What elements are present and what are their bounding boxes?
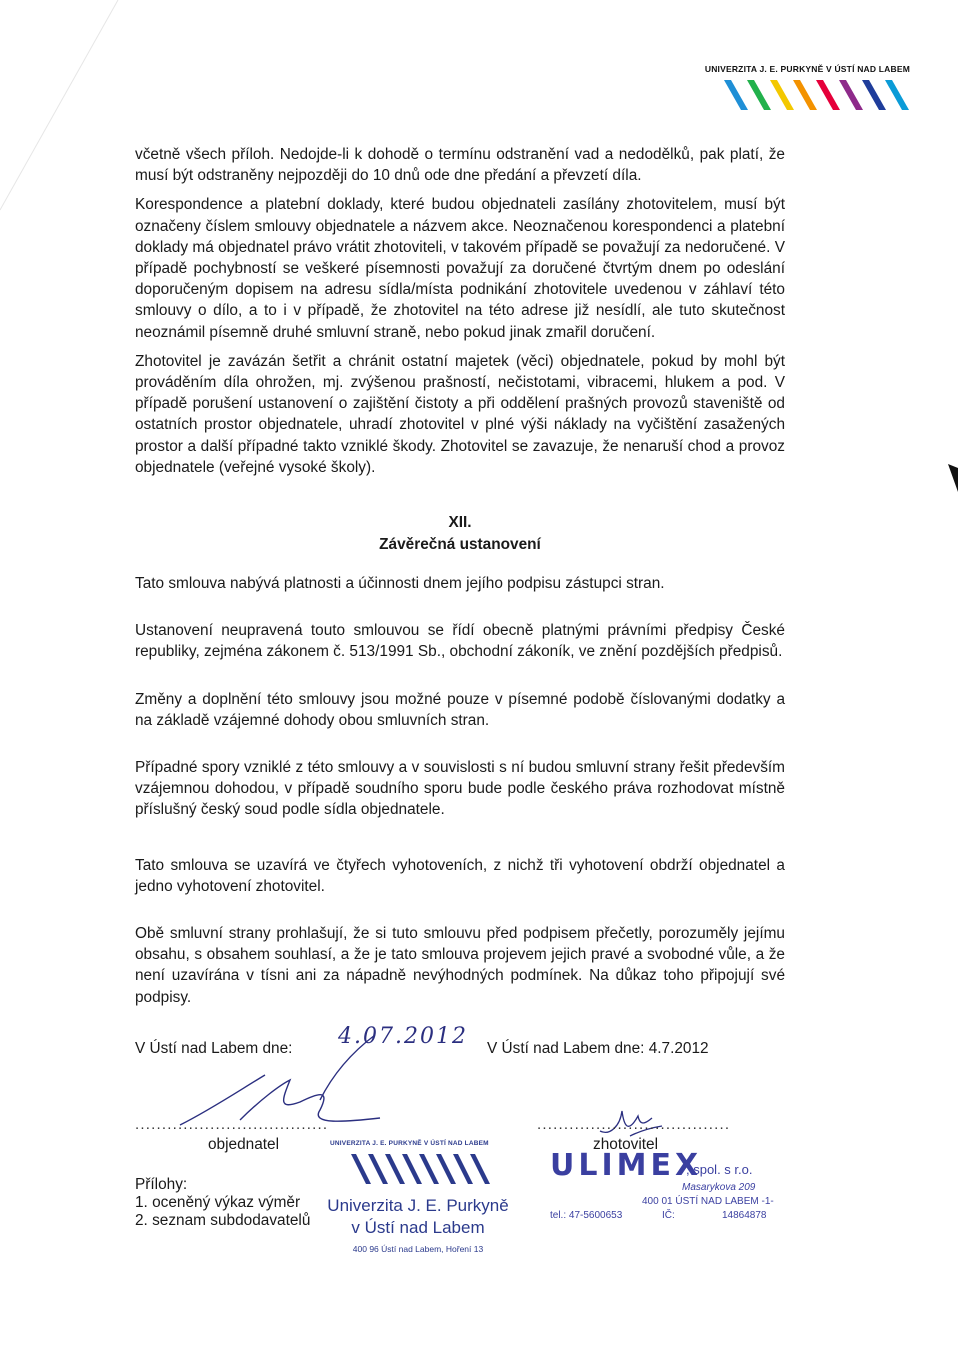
paragraph-amendments: Změny a doplnění této smlouvy jsou možné pouze v písemné podobě číslovanými dodatky a na základě vzájemné dohody obou smluvních stran. [135, 690, 785, 729]
stamp-stripe [368, 1154, 388, 1184]
stamp-company-form: , spol. s r.o. [686, 1162, 753, 1177]
stamp-ic-label: IČ: [662, 1210, 675, 1221]
contractor-label: zhotovitel [593, 1136, 659, 1153]
scan-edge-line [0, 0, 120, 220]
stamp-stripe [453, 1154, 473, 1184]
attachments-title: Přílohy: [135, 1176, 188, 1193]
attachments-list [135, 1176, 310, 1230]
university-stamp [318, 1138, 518, 1268]
section-number: XII. [448, 514, 472, 532]
logo-stripe [724, 80, 748, 110]
logo-stripe [816, 80, 840, 110]
attachment-item: 2. seznam subdodavatelů [135, 1212, 311, 1229]
stamp-stripe [470, 1154, 490, 1184]
paragraph-validity: Tato smlouva nabývá platnosti a účinnosti dnem jejího podpisu zástupci stran. [135, 575, 665, 593]
stamp-university-address: 400 96 Ústí nad Labem, Hoření 13 [352, 1244, 484, 1254]
logo-stripe [862, 80, 886, 110]
client-label: objednatel [208, 1136, 280, 1153]
contractor-stamp [550, 1148, 790, 1228]
stamp-stripe [436, 1154, 456, 1184]
attachment-item: 1. oceněný výkaz výměr [135, 1194, 301, 1211]
logo-stripe [747, 80, 771, 110]
contract-body [135, 144, 785, 1008]
stamp-university-header: UNIVERZITA J. E. PURKYNĚ V ÚSTÍ NAD LABEM [330, 1140, 489, 1147]
stamp-university-city: v Ústí nad Labem [351, 1218, 485, 1237]
stamp-stripe [385, 1154, 405, 1184]
logo-stripe [793, 80, 817, 110]
paragraph-copies: Tato smlouva se uzavírá ve čtyřech vyhotoveních, z nichž tři vyhotovení obdrží objednatel a jedno vyhotovení zhotovitel. [135, 856, 785, 895]
logo-stripe [770, 80, 794, 110]
paragraph-defects: včetně všech příloh. Nedojde-li k dohodě o termínu odstranění vad a nedodělků, pak platí, že musí být odstraněny nejpozději do 10 dnů ode dne předání a převzetí díla. [135, 146, 785, 185]
paragraph-declaration: Obě smluvní strany prohlašují, že si tuto smlouvu před podpisem přečetly, porozuměly jejímu obsahu, s obsahem souhlasí, a že je tato smlouva projevem jejich pravé a svobodné vůle, a že není uzavírána v tísni ani za nápadně nevýhodných podmínek. Na důkaz toho připojují své podpisy. [135, 925, 785, 1006]
client-signature-line: .................................... [135, 1116, 329, 1133]
paragraph-disputes: Případné spory vzniklé z této smlouvy a v souvislosti s ní budou smluvní strany řešit především vzájemnou dohodou, v případě soudního sporu bude podle českého práva rozhodovat místně příslušný český soud podle sídla objednatele. [135, 759, 785, 819]
stamp-company-name: ULIMEX [550, 1148, 703, 1183]
paragraph-legal-provisions: Ustanovení neupravená touto smlouvou se řídí obecně platnými právními předpisy České republiky, zejména zákonem č. 513/1991 Sb., obchodní zákoník, ve znění pozdějších předpisů. [135, 622, 785, 661]
contractor-place-date: V Ústí nad Labem dne: 4.7.2012 [487, 1040, 709, 1057]
stamp-university-name: Univerzita J. E. Purkyně [327, 1196, 509, 1215]
stamp-street: Masarykova 209 [682, 1182, 756, 1193]
margin-mark [948, 464, 958, 492]
stamp-phone: tel.: 47-5600653 [550, 1210, 623, 1221]
stamp-stripes [343, 1152, 493, 1188]
stamp-ic-number: 14864878 [722, 1210, 767, 1221]
logo-stripe [839, 80, 863, 110]
contractor-signature-line: .................................... [537, 1116, 731, 1133]
handwritten-date: 4.07.2012 [338, 1024, 468, 1049]
university-logo-text: UNIVERZITA J. E. PURKYNĚ V ÚSTÍ NAD LABEM [704, 64, 910, 74]
university-logo-stripes [714, 78, 914, 112]
client-place-date: V Ústí nad Labem dne: [135, 1040, 293, 1057]
stamp-stripe [351, 1154, 371, 1184]
stamp-city: 400 01 ÚSTÍ NAD LABEM -1- [642, 1196, 774, 1207]
logo-stripe [885, 80, 909, 110]
stamp-stripe [419, 1154, 439, 1184]
stamp-stripe [402, 1154, 422, 1184]
section-title: Závěrečná ustanovení [379, 536, 541, 554]
paragraph-property-protection: Zhotovitel je zavázán šetřit a chránit ostatní majetek (věci) objednatele, pokud by mohl být prováděním díla ohrožen, mj. zvýšenou prašností, nečistotami, vibracemi, hlukem a pod. V případě porušení ustanovení o zajištění čistoty a při oddělení prašných provozů staveniště od ostatních prostor objednatele, uhradí zhotovitel v plné výši náklady na vyčištění zasažených prostor a další případné takto vzniklé škody. Zhotovitel se zavazuje, že nenaruší chod a provoz objednatele (veřejné vysoké školy). [135, 352, 785, 476]
paragraph-correspondence: Korespondence a platební doklady, které budou objednateli zasílány zhotovitelem, musí být označeny číslem smlouvy objednatele a názvem akce. Neoznačenou korespondenci a platební doklady má objednatel právo vrátit zhotoviteli, v takovém případě se považují za nedoručené. V případě pochybností se veškeré písemnosti považují za doručené čtvrtým dnem po odeslání doporučeným dopisem na adresu sídla/místa podnikání zhotovitele uvedenou v záhlaví této smlouvy o dílo, a to i v případě, že zhotovitel na této adrese již nesídlí, ale tuto skutečnost neoznámil písemně druhé smluvní straně, nebo pokud jinak zmařil doručení. [135, 196, 785, 341]
